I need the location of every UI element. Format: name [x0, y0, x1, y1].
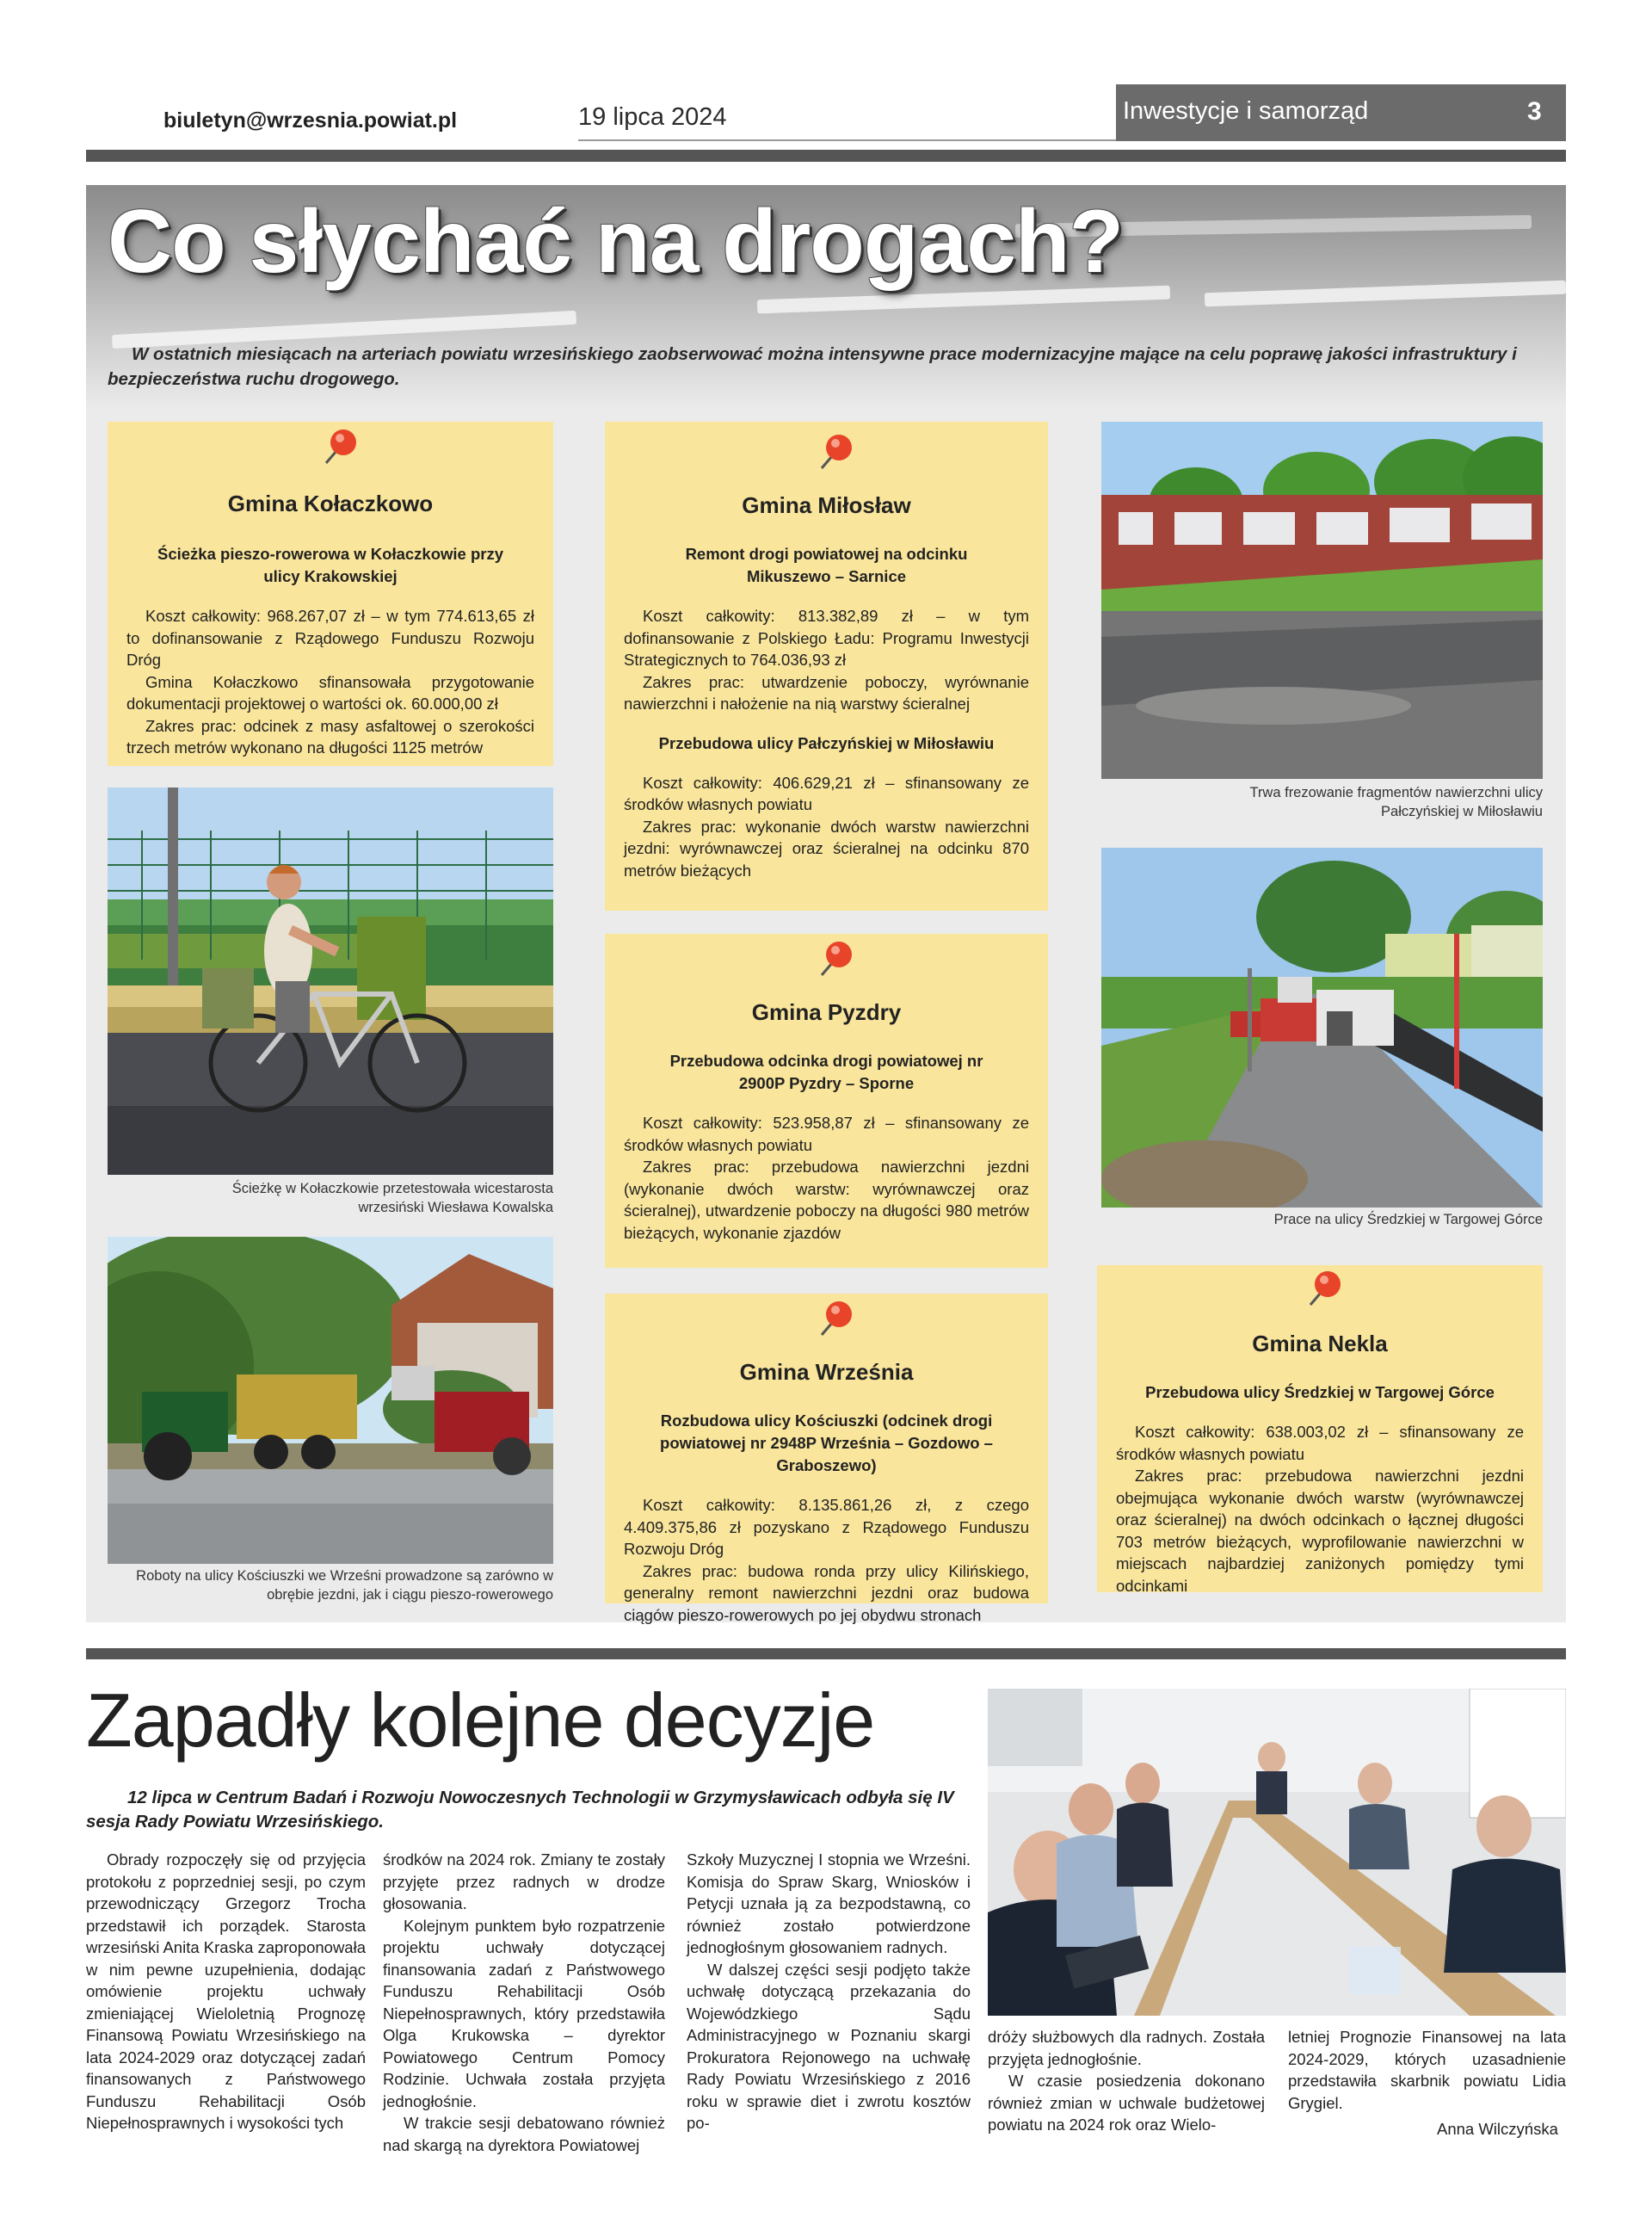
article-column-2 [383, 1849, 665, 2156]
caption-cyclist: Ścieżkę w Kołaczkowie przetestowała wicestarosta wrzesiński Wiesława Kowalska [231, 1181, 553, 1215]
roads-title: Co słychać na drogach? [108, 192, 1124, 292]
card-project: Rozbudowa ulicy Kościuszki (odcinek drogi powiatowej nr 2948P Września – Gozdowo – Graboszewo) [660, 1412, 993, 1474]
paragraph: letniej Prognozie Finansowej na lata 2024-2029, których uzasadnienie przedstawiła skarbnik powiatu Lidia Grygiel. [1288, 2028, 1566, 2112]
card-text: Gmina Kołaczkowo sfinansowała przygotowanie dokumentacji projektowej o wartości ok. 60.000,00 zł [126, 672, 534, 713]
card-text: Zakres prac: przebudowa nawierzchni jezdni (wykonanie dwóch warstw: wyrównawczej oraz ścieralnej), utwardzenie poboczy na długości 980 metrów bieżących, wykonanie zjazdów [624, 1158, 1029, 1242]
paragraph: środków na 2024 rok. Zmiany te zostały przyjęte przez radnych w drodze głosowania. [383, 1850, 665, 1912]
card-kolaczkowo [108, 422, 553, 766]
caption-milling: Trwa frezowanie fragmentów nawierzchni ulicy Pałczyńskiej w Miłosławiu [1249, 785, 1543, 819]
paragraph: Obrady rozpoczęły się od przyjęcia protokołu z poprzedniej sesji, po czym przewodniczący Grzegorz Trocha przedstawił ich porządek. Starosta wrzesiński Anita Kraska zaproponowała w nim pewne uzupełnienia, dodając omówienie projektu uchwały zmieniającej Wieloletnią Prognozę Finansową Powiatu Wrzesińskiego na lata 2024-2029 oraz dotyczącej zadań finansowanych z Państwowego Funduszu Rehabilitacji Osób Niepełnosprawnych i wysokości tych [86, 1850, 366, 2132]
article-author: Anna Wilczyńska [1437, 2120, 1558, 2138]
paragraph: W dalszej części sesji podjęto także uchwałę dotyczącą przekazania do Wojewódzkiego Sądu Administracyjnego w Poznaniu skargi Prokuratora Rejonowego na uchwałę Rady Powiatu Wrzesińskiego z 2016 roku w sprawie diet i zwrotu kosztów po- [687, 1960, 971, 2132]
council-lead: 12 lipca w Centrum Badań i Rozwoju Nowoczesnych Technologii w Grzymysławicach odbyła się IV sesja Rady Powiatu Wrzesińskiego. [86, 1788, 954, 1832]
photo-milling [1101, 422, 1543, 779]
paragraph: W trakcie sesji debatowano również nad skargą na dyrektora Powiatowej [383, 2114, 665, 2154]
card-nekla [1097, 1265, 1543, 1595]
caption-paving: Prace na ulicy Średzkiej w Targowej Górce [1273, 1212, 1543, 1227]
card-text: Zakres prac: odcinek z masy asfaltowej o szerokości trzech metrów wykonano na długości 1125 metrów [126, 716, 534, 757]
pushpin-icon [1304, 1267, 1345, 1308]
caption-tractor: Roboty na ulicy Kościuszki we Wrześni prowadzone są zarówno w obrębie jezdni, jak i ciągu pieszo-rowerowego [136, 1568, 553, 1603]
issue-date: 19 lipca 2024 [578, 103, 727, 131]
card-heading: Gmina Miłosław [742, 492, 911, 518]
paragraph: Kolejnym punktem było rozpatrzenie projektu uchwały dotyczącej finansowania zadań z Państwowego Funduszu Rehabilitacji Osób Niepełnosprawnych, który przedstawiła Olga Krukowska – dyrektor Powiatowego Centrum Pomocy Rodzinie. Uchwała została przyjęta jednogłośnie. [383, 1916, 665, 2110]
pushpin-icon [815, 430, 856, 472]
page-number: 3 [1527, 97, 1542, 126]
photo-paving [1101, 848, 1543, 1208]
card-text: Koszt całkowity: 813.382,89 zł – w tym dofinansowanie z Polskiego Ładu: Programu Inwestycji Strategicznych to 764.036,93 zł [624, 607, 1029, 669]
card-text: Zakres prac: przebudowa nawierzchni jezdni obejmująca wykonanie dwóch warstw (wyrównawczej oraz ścieralnej) na dwóch odcinkach o łącznej długości 703 metrów bieżących, wyprofilowanie nawierzchni w miejscach najbardziej zaniżonych pomiędzy tymi odcinkami [1116, 1467, 1524, 1595]
header-rule [86, 150, 1566, 162]
card-text: Koszt całkowity: 968.267,07 zł – w tym 774.613,65 zł to dofinansowanie z Rządowego Funduszu Rozwoju Dróg [126, 607, 534, 669]
card-project: Przebudowa ulicy Pałczyńskiej w Miłosławiu [658, 733, 995, 752]
card-heading: Gmina Kołaczkowo [227, 491, 434, 516]
card-miloslaw [605, 422, 1048, 911]
card-project: Ścieżka pieszo-rowerowa w Kołaczkowie przy ulicy Krakowskiej [157, 545, 503, 585]
date-underline [578, 139, 1116, 141]
article-column-4 [988, 2026, 1265, 2136]
card-project: Remont drogi powiatowej na odcinku Mikuszewo – Sarnice [685, 545, 968, 585]
section-rule [86, 1648, 1566, 1659]
paragraph: Szkoły Muzycznej I stopnia we Wrześni. Komisja do Spraw Skarg, Wniosków i Petycji uznała ją za bezpodstawną, co również zostało potwierdzone jednogłośnym głosowaniem radnych. [687, 1850, 971, 1956]
photo-cyclist [108, 788, 553, 1175]
card-project: Przebudowa ulicy Średzkiej w Targowej Górce [1145, 1383, 1495, 1401]
article-column-5 [1288, 2026, 1566, 2114]
card-heading: Gmina Pyzdry [751, 999, 902, 1025]
card-text: Koszt całkowity: 523.958,87 zł – sfinansowany ze środków własnych powiatu [624, 1114, 1029, 1154]
card-heading: Gmina Nekla [1252, 1331, 1388, 1356]
article-column-1 [86, 1849, 366, 2134]
card-wrzesnia [605, 1294, 1048, 1624]
card-text: Zakres prac: wykonanie dwóch warstw nawierzchni jezdni: wyrównawczej oraz ścieralnej na odcinku 870 metrów bieżących [624, 817, 1029, 880]
section-label: Inwestycje i samorząd [1123, 97, 1369, 125]
paragraph: dróży służbowych dla radnych. Została przyjęta jednogłośnie. [988, 2028, 1265, 2068]
pushpin-icon [815, 937, 856, 979]
card-text: Zakres prac: utwardzenie poboczy, wyrównanie nawierzchni i nałożenie na nią warstwy ścieralnej [624, 672, 1029, 713]
photo-council-session [988, 1689, 1566, 2016]
card-pyzdry [605, 934, 1048, 1268]
pushpin-icon [319, 425, 361, 466]
pushpin-icon [815, 1297, 856, 1338]
email-address: biuletyn@wrzesnia.powiat.pl [163, 108, 458, 133]
card-text: Koszt całkowity: 8.135.861,26 zł, z czego 4.409.375,86 zł pozyskano z Rządowego Funduszu Rozwoju Dróg [624, 1496, 1029, 1558]
card-text: Koszt całkowity: 406.629,21 zł – sfinansowany ze środków własnych powiatu [624, 773, 1029, 813]
card-project: Przebudowa odcinka drogi powiatowej nr 2900P Pyzdry – Sporne [669, 1052, 983, 1092]
card-text: Zakres prac: budowa ronda przy ulicy Kilińskiego, generalny remont nawierzchni jezdni oraz budowa ciągów pieszo-rowerowych po jej obydwu stronach [624, 1561, 1029, 1624]
roads-lead: W ostatnich miesiącach na arteriach powiatu wrzesińskiego zaobserwować można intensywne prace modernizacyjne mające na celu poprawę jakości infrastruktury i bezpieczeństwa ruchu drogowego. [108, 344, 1517, 389]
council-title: Zapadły kolejne decyzje [86, 1677, 875, 1763]
paragraph: W czasie posiedzenia dokonano również zmian w uchwale budżetowej powiatu na 2024 rok oraz Wielo- [988, 2072, 1265, 2134]
photo-tractor [108, 1237, 553, 1564]
card-heading: Gmina Września [739, 1359, 914, 1385]
card-text: Koszt całkowity: 638.003,02 zł – sfinansowany ze środków własnych powiatu [1116, 1423, 1524, 1463]
article-column-3 [687, 1849, 971, 2134]
